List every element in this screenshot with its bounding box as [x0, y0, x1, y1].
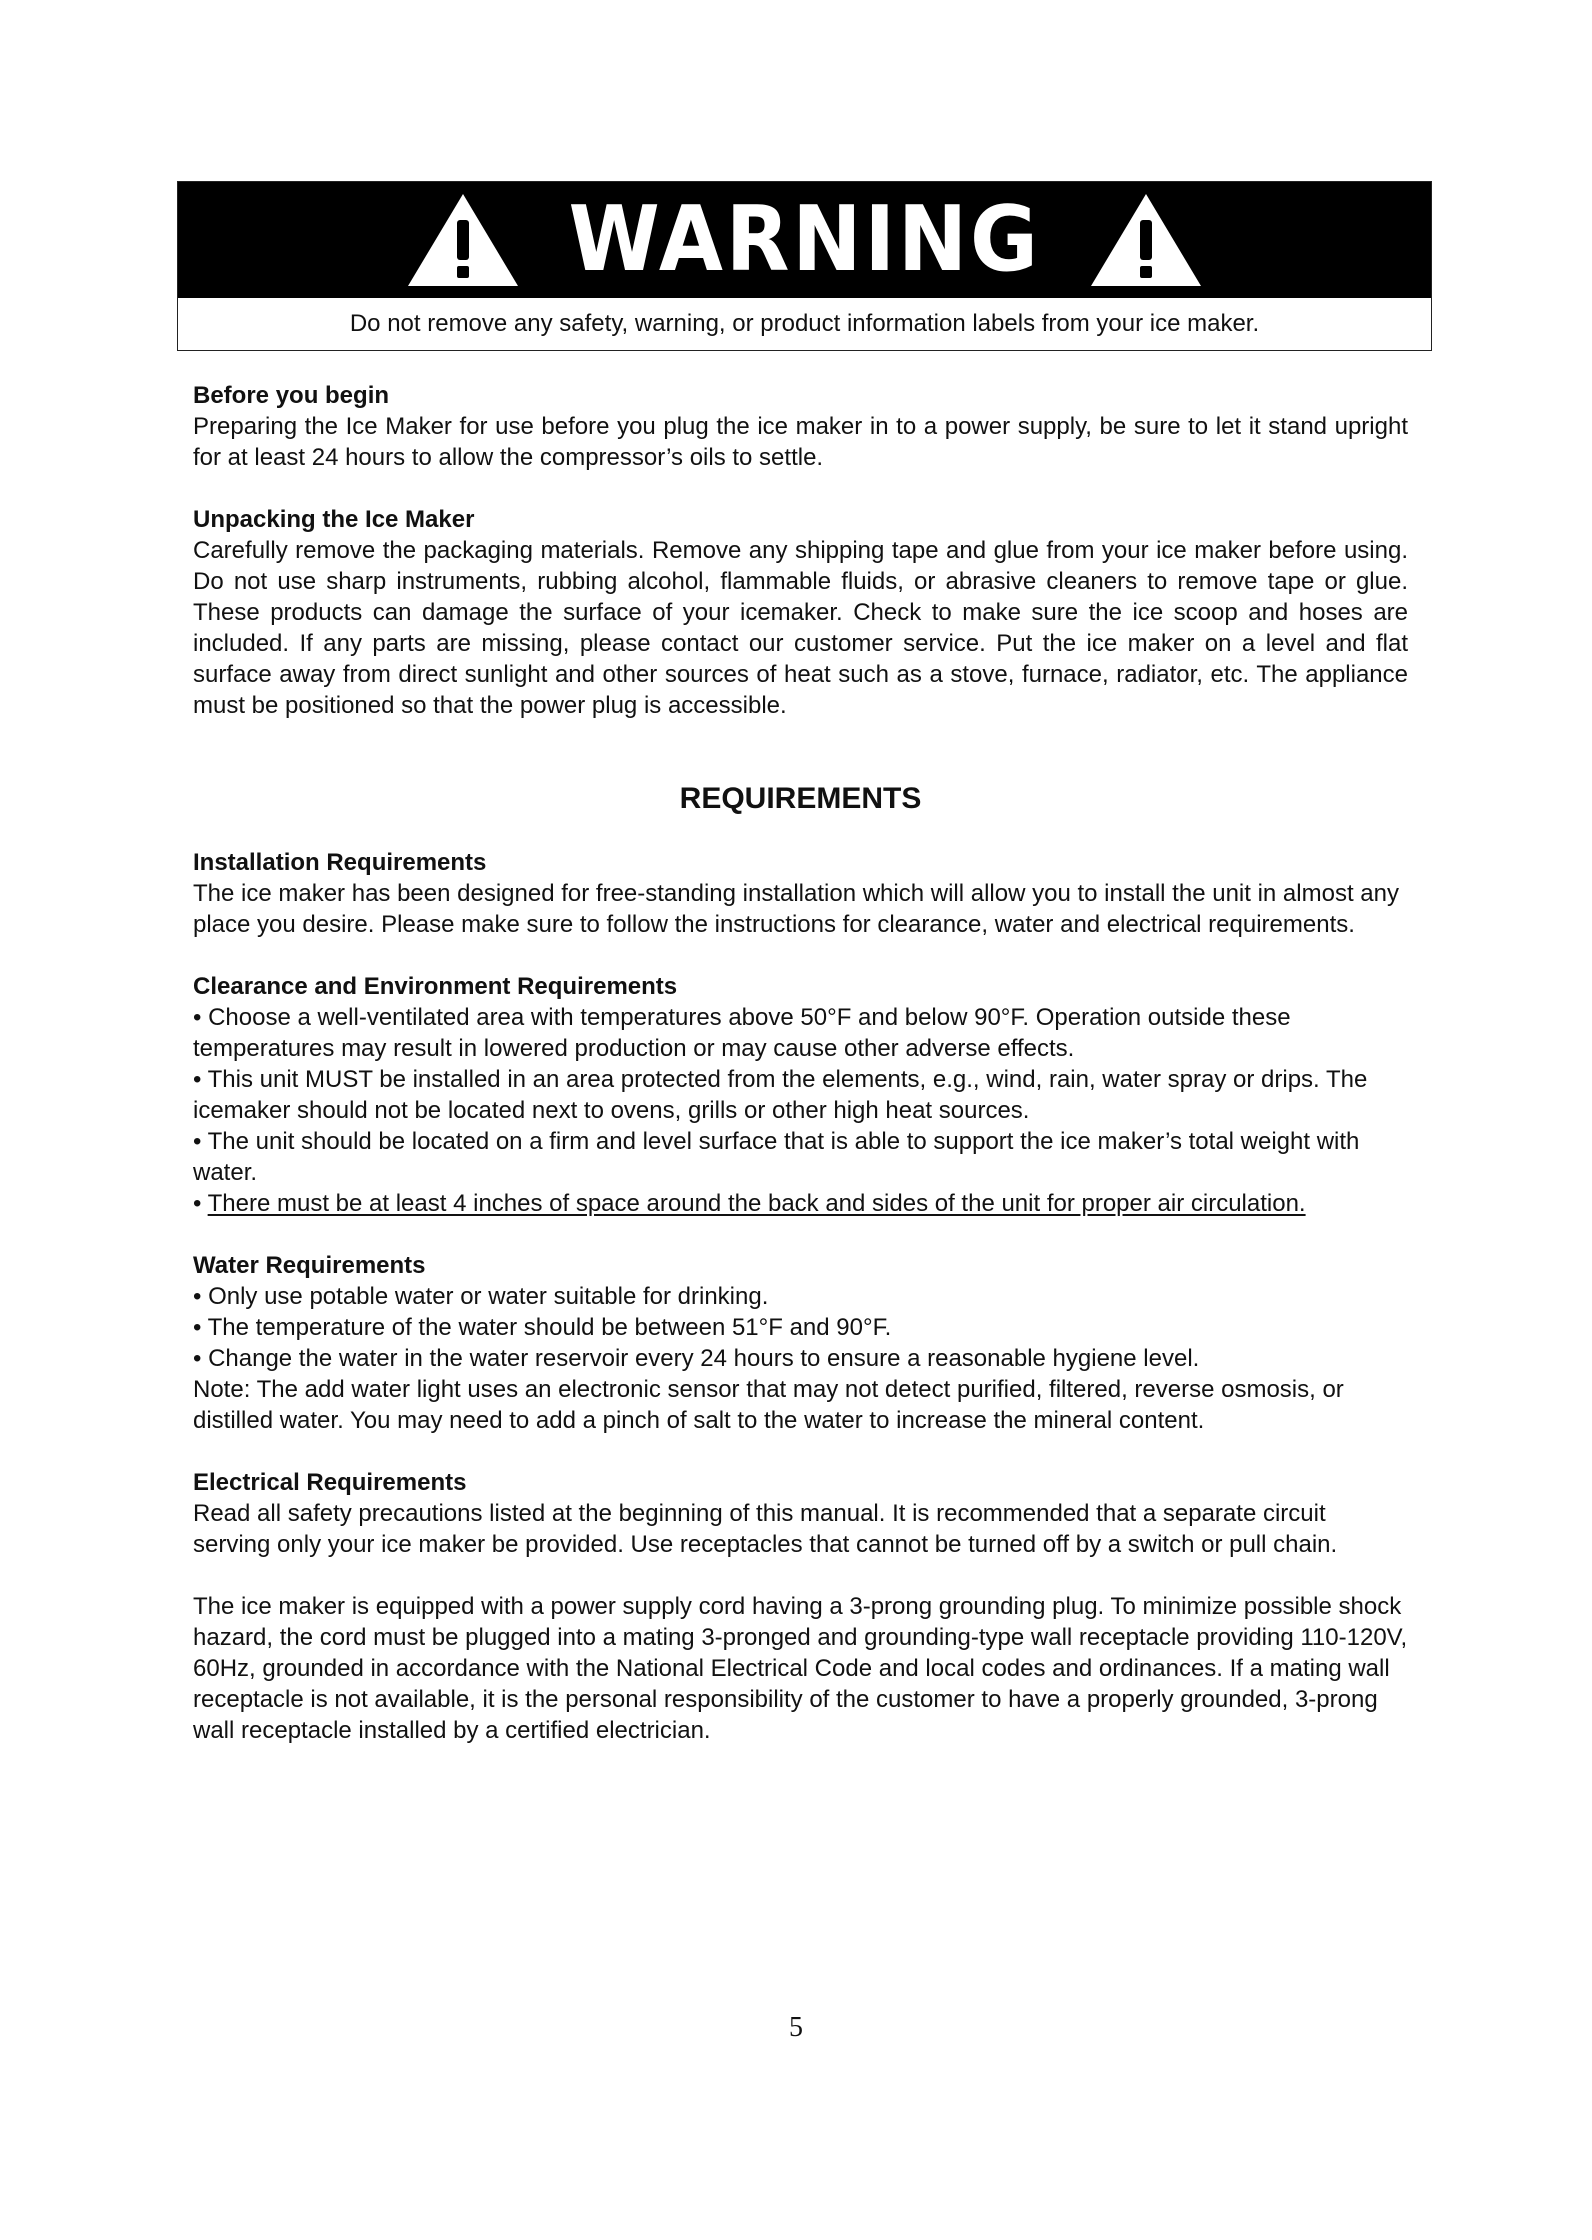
section-water: [193, 1250, 1408, 1436]
section-unpacking: [193, 504, 1408, 721]
bullet: •: [193, 1190, 208, 1217]
section-heading: Electrical Requirements: [193, 1469, 467, 1496]
section-text: Read all safety precautions listed at the beginning of this manual. It is recommended that a separate circuit serving only your ice maker be provided. Use receptacles that cannot be turned off by a switch or pull chain.: [193, 1500, 1338, 1558]
section-before-you-begin: [193, 380, 1408, 473]
warning-triangle-icon: [1087, 190, 1205, 290]
section-text: Preparing the Ice Maker for use before you plug the ice maker in to a power supply, be sure to let it stand upright for at least 24 hours to allow the compressor’s oils to settle.: [193, 413, 1408, 471]
section-clearance: [193, 971, 1408, 1219]
water-note: Note: The add water light uses an electronic sensor that may not detect purified, filtered, reverse osmosis, or distilled water. You may need to add a pinch of salt to the water to increase the mineral content.: [193, 1376, 1344, 1434]
list-item: • The unit should be located on a firm and level surface that is able to support the ice maker’s total weight with water.: [193, 1128, 1360, 1186]
warning-banner: [178, 182, 1431, 298]
underlined-text: There must be at least 4 inches of space around the back and sides of the unit for proper air circulation.: [207, 1190, 1306, 1217]
warning-title: WARNING: [568, 187, 1041, 292]
warning-box: [177, 181, 1432, 351]
section-electrical: [193, 1467, 1408, 1746]
bullet-list: [193, 1281, 1408, 1374]
list-item: • The temperature of the water should be between 51°F and 90°F.: [193, 1314, 892, 1341]
bullet-list: [193, 1002, 1408, 1219]
list-item: • This unit MUST be installed in an area protected from the elements, e.g., wind, rain, water spray or drips. The icemaker should not be located next to ovens, grills or other high heat sources.: [193, 1066, 1368, 1124]
section-text: The ice maker has been designed for free-standing installation which will allow you to install the unit in almost any place you desire. Please make sure to follow the instructions for clearance, water and electrical requirements.: [193, 880, 1399, 938]
warning-triangle-icon: [404, 190, 522, 290]
page-title: REQUIREMENTS: [679, 782, 922, 815]
section-heading: Water Requirements: [193, 1252, 426, 1279]
list-item: • Change the water in the water reservoir every 24 hours to ensure a reasonable hygiene level.: [193, 1345, 1200, 1372]
page-content: [193, 380, 1408, 1777]
section-heading: Before you begin: [193, 382, 390, 409]
list-item: • Only use potable water or water suitable for drinking.: [193, 1283, 769, 1310]
list-item: • Choose a well-ventilated area with temperatures above 50°F and below 90°F. Operation outside these temperatures may result in lowered production or may cause other adverse effects.: [193, 1004, 1291, 1062]
section-text: The ice maker is equipped with a power supply cord having a 3-prong grounding plug. To minimize possible shock hazard, the cord must be plugged into a mating 3-pronged and grounding-type wall receptacle providing 110-120V, 60Hz, grounded in accordance with the National Electrical Code and local codes and ordinances. If a mating wall receptacle is not available, it is the personal responsibility of the customer to have a properly grounded, 3-prong wall receptacle installed by a certified electrician.: [193, 1593, 1408, 1744]
list-item: [193, 1188, 1408, 1219]
section-text: Carefully remove the packaging materials. Remove any shipping tape and glue from your ice maker before using. Do not use sharp instruments, rubbing alcohol, flammable fluids, or abrasive cleaners to remove tape or glue. These products can damage the surface of your icemaker. Check to make sure the ice scoop and hoses are included. If any parts are missing, please contact our customer service. Put the ice maker on a level and flat surface away from direct sunlight and other sources of heat such as a stove, furnace, radiator, etc. The appliance must be positioned so that the power plug is accessible.: [193, 537, 1408, 719]
section-heading: Installation Requirements: [193, 849, 487, 876]
page-number: 5: [789, 2012, 803, 2043]
section-installation: [193, 847, 1408, 940]
section-heading: Clearance and Environment Requirements: [193, 973, 678, 1000]
section-heading: Unpacking the Ice Maker: [193, 506, 475, 533]
warning-note: Do not remove any safety, warning, or product information labels from your ice maker.: [349, 310, 1260, 337]
